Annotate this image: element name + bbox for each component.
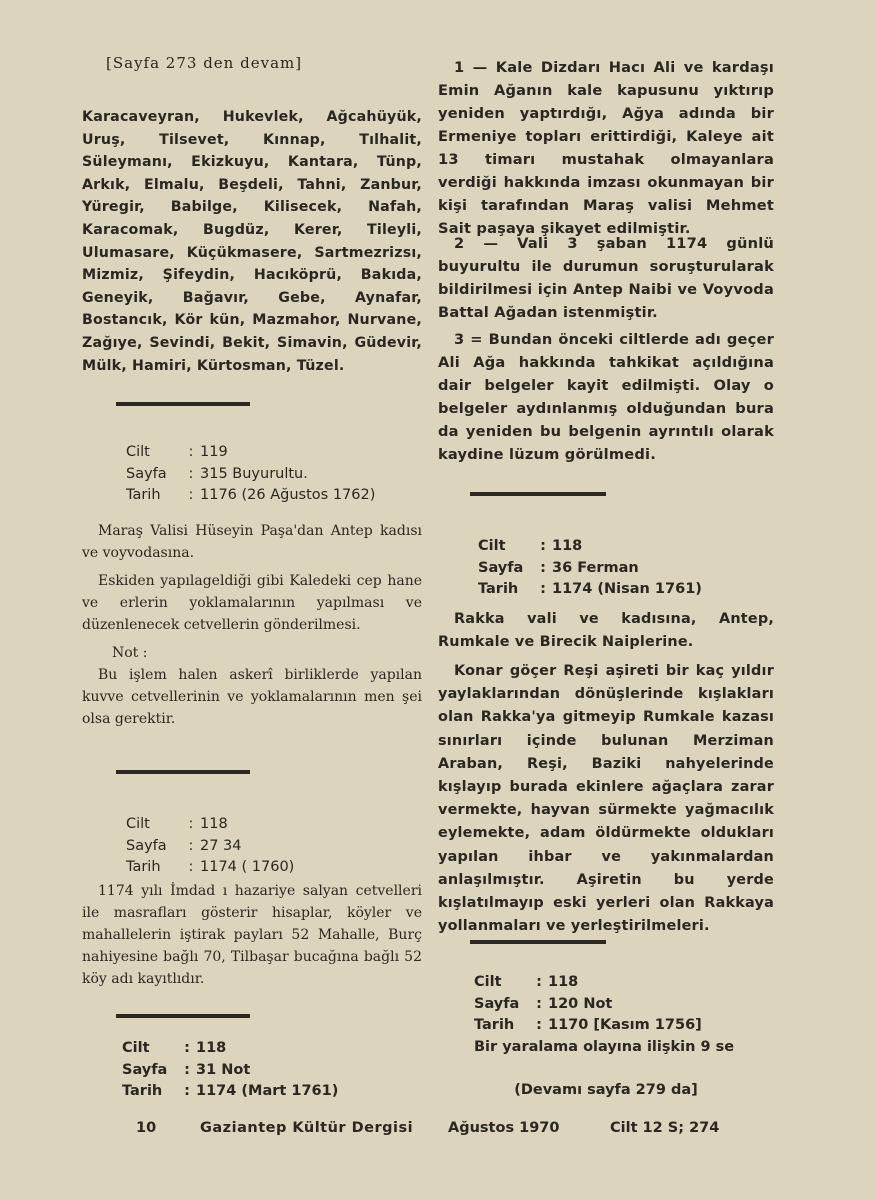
- volume-info: Cilt 12 S; 274: [610, 1120, 720, 1136]
- note-text: Bu işlem halen askerî birliklerde yapılan kuvve cetvellerinin ve yoklamalarının men şei olsa gerektir.: [82, 667, 422, 727]
- cilt-label: Cilt: [122, 1040, 150, 1056]
- cilt-label: Cilt: [478, 538, 506, 554]
- numbered-item: 3 = Bundan önceki ciltlerde adı geçer Ali Ağa hakkında tahkikat açıldığına dair belgeler kayit edilmişti. Olay o belgeler aydınlanmış olduğundan bura da yeniden bu belgenin ayrıntılı olarak kaydine lüzum görülmedi.: [438, 331, 774, 463]
- divider: [470, 940, 606, 944]
- cilt-value: 118: [196, 1040, 227, 1056]
- tarih-label: Tarih: [122, 1083, 163, 1099]
- sayfa-label: Sayfa: [122, 1061, 168, 1078]
- cilt-value: 119: [200, 444, 228, 460]
- tarih-value: 1174 (Mart 1761): [196, 1083, 339, 1099]
- sayfa-value: 31 Not: [196, 1061, 251, 1078]
- entry-paragraph: 1174 yılı İmdad ı hazariye salyan cetvelleri ile masrafları gösterir hisaplar, köyler ve mahallelerin iştirak payları 52 Mahalle, Burç nahiyesine bağlı 70, Tilbaşar bucağına bağlı 52 köy adı kayıtlıdır.: [82, 883, 422, 987]
- divider: [116, 1014, 250, 1018]
- journal-name: Gaziantep Kültür Dergisi: [200, 1120, 414, 1136]
- note-label: Not :: [112, 645, 148, 661]
- tarih-value: 1174 (Nisan 1761): [552, 581, 702, 597]
- continuation-header: [Sayfa 273 den devam]: [106, 54, 303, 72]
- tarih-label: Tarih: [126, 487, 161, 503]
- entry-meta: Cilt : 118 Sayfa : 36 Ferman Tarih : 1174 (Nisan 1761): [478, 536, 814, 601]
- entry-text: Bir yaralama olayına ilişkin 9 se: [474, 1038, 735, 1055]
- sayfa-label: Sayfa: [478, 559, 524, 576]
- entry-meta: Cilt : 119 Sayfa : 315 Buyurultu. Tarih : 1176 (26 Ağustos 1762): [126, 442, 466, 507]
- cilt-label: Cilt: [126, 816, 150, 832]
- entry-meta: Cilt : 118 Sayfa : 31 Not Tarih : 1174 (Mart 1761): [122, 1038, 462, 1103]
- entry-paragraph: Rakka vali ve kadısına, Antep, Rumkale ve Birecik Naiplerine.: [438, 611, 774, 650]
- issue-date: Ağustos 1970: [448, 1120, 560, 1136]
- divider: [116, 402, 250, 406]
- sayfa-value: 27 34: [200, 837, 242, 854]
- tarih-value: 1170 [Kasım 1756]: [548, 1017, 702, 1033]
- cilt-value: 118: [548, 974, 579, 990]
- sayfa-value: 315 Buyurultu.: [200, 465, 308, 482]
- sayfa-value: 120 Not: [548, 995, 613, 1012]
- page-number: 10: [136, 1120, 157, 1136]
- sayfa-value: 36 Ferman: [552, 559, 639, 576]
- tarih-label: Tarih: [478, 581, 519, 597]
- numbered-item: 1 — Kale Dizdarı Hacı Ali ve kardaşı Emin Ağanın kale kapusunu yıktırıp yeniden yaptırdığı, Ağya adında bir Ermeniye topları erittirdiği, Kaleye ait 13 timarı mustahak olmayanlara verdiği hakkında imzası okunmayan bir kişi tarafından Maraş valisi Mehmet Sait paşaya şikayet edilmiştir.: [438, 59, 774, 237]
- village-list: Karacaveyran, Hukevlek, Ağcahüyük, Uruş, Tilsevet, Kınnap, Tılhalit, Süleymanı, Ekizkuyu, Kantara, Tünp, Arkık, Elmalu, Beşdeli, Tahni, Zanbur, Yüregir, Babilge, Kilisecek, Nafah, Karacomak, Bugdüz, Kerer, Tileyli, Ulumasare, Küçükmasere, Sartmezrizsı, Mizmiz, Şifeydin, Hacıköprü, Bakıda, Geneyik, Bağavır, Gebe, Aynafar, Bostancık, Kör kün, Mazmahor, Nurvane, Zağıye, Sevindi, Bekit, Simavin, Güdevir, Mülk, Hamiri, Kürtosman, Tüzel.: [82, 109, 422, 374]
- sayfa-label: Sayfa: [126, 465, 167, 482]
- tarih-value: 1176 (26 Ağustos 1762): [200, 487, 376, 503]
- numbered-item: 2 — Vali 3 şaban 1174 günlü buyurultu ile durumun soruşturularak bildirilmesi için Antep Naibi ve Voyvoda Battal Ağadan istenmiştir.: [438, 235, 774, 321]
- cilt-label: Cilt: [474, 974, 502, 990]
- tarih-label: Tarih: [474, 1017, 515, 1033]
- sayfa-label: Sayfa: [126, 837, 167, 854]
- entry-paragraph: Konar göçer Reşi aşireti bir kaç yıldır yaylaklarından dönüşlerinde kışlakları olan Rakka'ya gitmeyip Rumkale kazası sınırları içinde bulunan Merziman Araban, Reşi, Baziki nahyelerinde kışlayıp burada ekinlere ağaçlara zarar vermekte, hayvan sürmekte yağmacılık eylemekte, adam öldürmekte oldukları yapılan ihbar ve yakınmalardan anlaşılmıştır. Aşiretin bu yerde kışlatılmayıp eski yerleri olan Rakkaya yollanmaları ve yerleştirilmeleri.: [438, 663, 774, 935]
- cilt-value: 118: [200, 816, 228, 832]
- entry-paragraph: Eskiden yapılageldiği gibi Kaledeki cep hane ve erlerin yoklamalarının yapılması ve düzenlenecek cetvellerin gönderilmesi.: [82, 573, 422, 633]
- tarih-label: Tarih: [126, 859, 161, 875]
- cilt-value: 118: [552, 538, 583, 554]
- entry-paragraph: Maraş Valisi Hüseyin Paşa'dan Antep kadısı ve voyvodasına.: [82, 523, 422, 561]
- cilt-label: Cilt: [126, 444, 150, 460]
- entry-meta: Cilt : 118 Sayfa : 27 34 Tarih : 1174 ( 1760): [126, 814, 466, 879]
- sayfa-label: Sayfa: [474, 995, 520, 1012]
- divider: [116, 770, 250, 774]
- tarih-value: 1174 ( 1760): [200, 859, 295, 875]
- continued-note: (Devamı sayfa 279 da]: [514, 1082, 698, 1098]
- divider: [470, 492, 606, 496]
- entry-meta: Cilt : 118 Sayfa : 120 Not Tarih : 1170 [Kasım 1756] Bir yaralama olayına ilişkin 9 se: [474, 972, 810, 1058]
